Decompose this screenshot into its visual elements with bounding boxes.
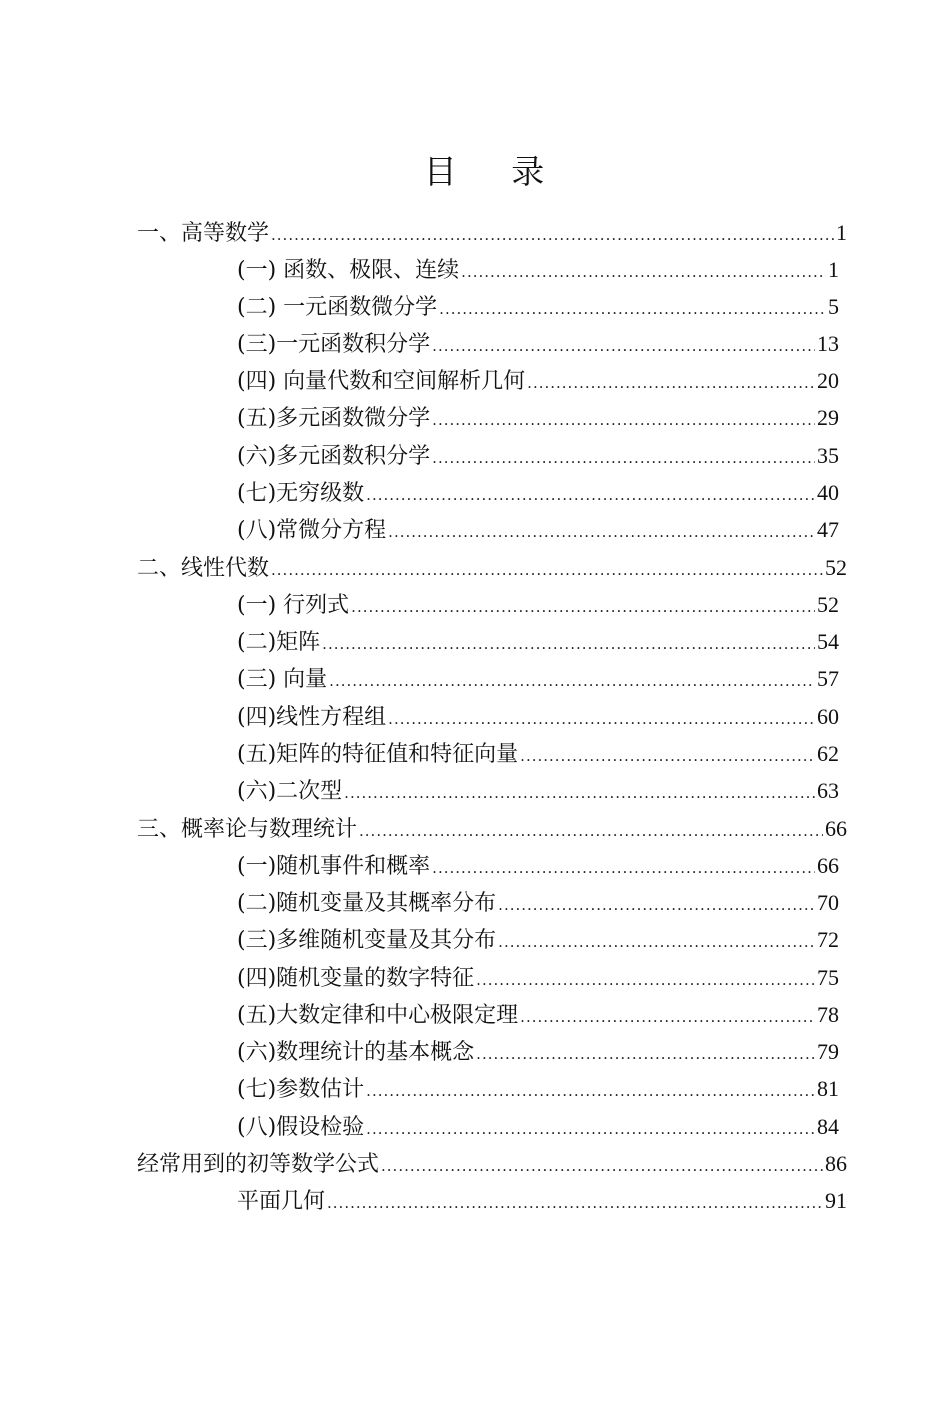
toc-entry-page: 62	[817, 741, 839, 766]
toc-entry[interactable]	[237, 325, 839, 363]
toc-entry[interactable]	[237, 1070, 839, 1108]
toc-entry-label: 三、概率论与数理统计	[137, 817, 358, 842]
toc-entry-probability[interactable]	[137, 810, 847, 848]
toc-entry-page: 63	[817, 778, 839, 803]
toc-entry-label: (三) 向量	[237, 667, 328, 692]
toc-entry-label: (七)参数估计	[237, 1077, 365, 1102]
toc-entry-page: 70	[817, 890, 839, 915]
toc-entry[interactable]	[237, 511, 839, 549]
toc-entry-label: (一) 函数、极限、连续	[237, 258, 460, 283]
toc-entry-label: (六)二次型	[237, 779, 343, 804]
toc-entry[interactable]	[237, 399, 839, 437]
toc-entry-page: 66	[825, 816, 847, 841]
toc-entry-page: 40	[817, 480, 839, 505]
page-title: 目 录	[423, 152, 567, 191]
toc-entry-page: 81	[817, 1076, 839, 1101]
toc-entry[interactable]	[237, 847, 839, 885]
toc-entry-label: (二)矩阵	[237, 630, 321, 655]
toc-entry-label: (四)随机变量的数字特征	[237, 966, 475, 991]
toc-entry-label: 经常用到的初等数学公式	[137, 1152, 380, 1177]
toc-entry[interactable]	[237, 959, 839, 997]
toc-entry[interactable]	[237, 921, 839, 959]
toc-entry-linear-algebra[interactable]	[137, 549, 847, 587]
toc-entry[interactable]	[237, 660, 839, 698]
toc-entry-label: (一)随机事件和概率	[237, 854, 431, 879]
toc-entry-page: 75	[817, 965, 839, 990]
toc-entry[interactable]	[237, 772, 839, 810]
toc-entry[interactable]	[237, 698, 839, 736]
toc-entry-page: 60	[817, 704, 839, 729]
toc-entry-label: (八)假设检验	[237, 1115, 365, 1140]
toc-entry-page: 35	[817, 443, 839, 468]
toc-entry-page: 1	[828, 257, 839, 282]
toc-entry-label: (一) 行列式	[237, 593, 350, 618]
toc-entry[interactable]	[237, 1033, 839, 1071]
toc-entry-page: 29	[817, 405, 839, 430]
toc-entry-page: 47	[817, 517, 839, 542]
toc-entry-label: (七)无穷级数	[237, 481, 365, 506]
toc-entry[interactable]	[237, 1108, 839, 1146]
toc-entry-label: (四) 向量代数和空间解析几何	[237, 369, 526, 394]
toc-entry-page: 91	[825, 1188, 847, 1213]
toc-entry-page: 52	[825, 555, 847, 580]
toc-entry[interactable]	[237, 735, 839, 773]
toc-entry[interactable]	[237, 586, 839, 624]
toc-entry-label: (三)一元函数积分学	[237, 332, 431, 357]
toc-entry-label: 一、高等数学	[137, 221, 270, 246]
toc-entry-page: 54	[817, 629, 839, 654]
toc-entry-page: 52	[817, 592, 839, 617]
toc-entry-label: 二、线性代数	[137, 556, 270, 581]
toc-entry-label: (二)随机变量及其概率分布	[237, 891, 497, 916]
toc-entry-label: (四)线性方程组	[237, 705, 387, 730]
toc-entry-formulas[interactable]	[137, 1145, 847, 1183]
toc-entry[interactable]	[237, 623, 839, 661]
toc-entry-page: 13	[817, 331, 839, 356]
toc-entry-label: (八)常微分方程	[237, 518, 387, 543]
toc-entry-page: 5	[828, 294, 839, 319]
toc-entry-label: (五)大数定律和中心极限定理	[237, 1003, 519, 1028]
toc-entry[interactable]	[237, 362, 839, 400]
toc-entry-label: (三)多维随机变量及其分布	[237, 928, 497, 953]
toc-entry[interactable]	[237, 1182, 847, 1220]
toc-entry-page: 1	[836, 220, 847, 245]
toc-entry[interactable]	[237, 288, 839, 326]
toc-entry-page: 72	[817, 927, 839, 952]
toc-entry[interactable]	[237, 996, 839, 1034]
toc-entry-label: (五)矩阵的特征值和特征向量	[237, 742, 519, 767]
toc-entry-page: 78	[817, 1002, 839, 1027]
toc-entry-page: 20	[817, 368, 839, 393]
toc-entry[interactable]	[237, 437, 839, 475]
toc-entry-page: 79	[817, 1039, 839, 1064]
toc-entry-page: 86	[825, 1151, 847, 1176]
toc-entry-higher-math[interactable]	[137, 214, 847, 252]
toc-entry-page: 84	[817, 1114, 839, 1139]
toc-entry-label: (六)多元函数积分学	[237, 444, 431, 469]
toc-entry-page: 66	[817, 853, 839, 878]
toc-entry[interactable]	[237, 474, 839, 512]
toc-entry-label: (五)多元函数微分学	[237, 406, 431, 431]
toc-entry[interactable]	[237, 251, 839, 289]
toc-entry-label: 平面几何	[237, 1189, 326, 1214]
toc-entry-label: (六)数理统计的基本概念	[237, 1040, 475, 1065]
toc-entry-label: (二) 一元函数微分学	[237, 295, 438, 320]
toc-entry-page: 57	[817, 666, 839, 691]
toc-entry[interactable]	[237, 884, 839, 922]
